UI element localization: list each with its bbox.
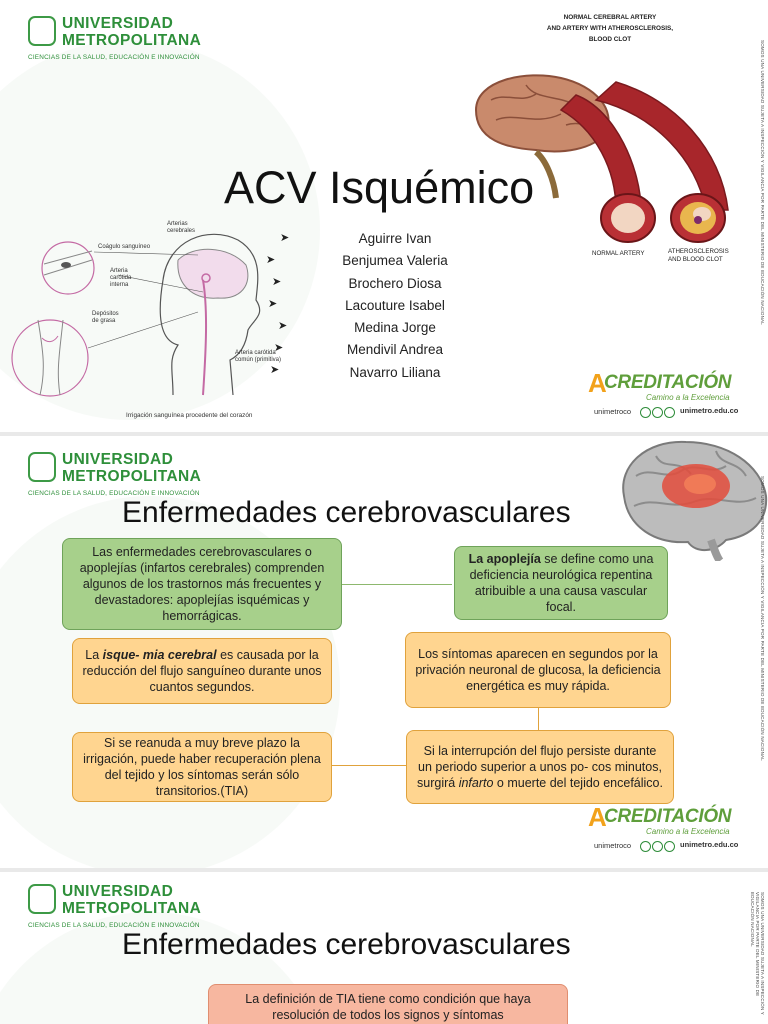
- bullet-icon: ➤: [268, 298, 278, 310]
- bullet-icon: ➤: [270, 364, 280, 376]
- author-item: Aguirre Ivan: [358, 231, 432, 246]
- box-reanuda: Si se reanuda a muy breve plazo la irrigación, puede haber recuperación plena del tejido y los síntomas serán sólo transitorios.(TIA): [72, 732, 332, 802]
- twitter-icon[interactable]: [640, 841, 651, 852]
- label-line: de grasa: [92, 318, 116, 324]
- author-item: Benjumea Valeria: [342, 253, 448, 269]
- label-line: Depósitos: [92, 311, 119, 317]
- accreditation-word: CREDITACIÓN: [604, 806, 732, 827]
- connector-line: [342, 584, 452, 585]
- label-line: interna: [110, 282, 129, 288]
- accreditation-logo: [588, 800, 758, 860]
- emblem-icon: [28, 16, 56, 46]
- emblem-icon: [28, 884, 56, 914]
- slide-3: [0, 872, 768, 1024]
- side-legal-text: SOMOS UNA UNIVERSIDAD SUJETA A INSPECCIÓN Y VIGILANCIA POR PARTE DEL MINISTERIO DE EDUCACIÓN NACIONAL: [760, 40, 765, 325]
- label-carotida: [110, 268, 131, 289]
- university-logo: [28, 16, 228, 76]
- box-apoplejia: [454, 546, 668, 620]
- author-item: Medina Jorge: [354, 320, 436, 336]
- bullet-icon: ➤: [278, 320, 288, 332]
- box-tia-definition: [208, 984, 568, 1024]
- box-text: Si la interrupción del flujo persiste durante un periodo superior a unos po- cos minutos, surgirá: [417, 744, 662, 790]
- label-line: común (primitiva): [235, 357, 282, 363]
- author-item: Lacouture Isabel: [345, 297, 445, 313]
- caption-line: NORMAL CEREBRAL ARTERY: [563, 14, 657, 21]
- box-text: se define como una deficiencia neurológica repentina atribuible a una causa vascular focal.: [469, 552, 654, 614]
- brand-handle: unimetroco: [594, 841, 632, 850]
- box-isquemia: [72, 638, 332, 704]
- box-italic-text: infarto: [458, 776, 494, 790]
- connector-line: [332, 765, 406, 766]
- label-line: Arteria carótida: [235, 350, 276, 356]
- bullet-icon: ➤: [274, 342, 284, 354]
- normal-lumen: [611, 203, 645, 233]
- facebook-icon[interactable]: [664, 407, 675, 418]
- box-bold-text: isque- mia cerebral: [102, 648, 217, 662]
- bullet-icon: ➤: [266, 254, 276, 266]
- logo-line2: METROPOLITANA: [62, 900, 202, 917]
- caption-line: BLOOD CLOT: [588, 36, 632, 43]
- brand-handle: unimetroco: [594, 407, 632, 416]
- logo-line1: UNIVERSIDAD: [62, 883, 174, 900]
- label-line: carótida: [110, 275, 132, 281]
- head-diagram: [8, 220, 308, 400]
- box-definition: Las enfermedades cerebrovasculares o apoplejías (infartos cerebrales) comprenden algunos de los trastornos más frecuentes y devastadores: apoplejías isquémicas y hemorrágicas.: [62, 538, 342, 630]
- logo-line2: METROPOLITANA: [62, 32, 202, 49]
- website-link[interactable]: unimetro.edu.co: [680, 406, 739, 415]
- label-arterias: [167, 221, 195, 235]
- logo-line1: UNIVERSIDAD: [62, 15, 174, 32]
- accreditation-mark: A: [588, 368, 607, 398]
- normal-artery-label: NORMAL ARTERY: [592, 250, 645, 257]
- bullet-icon: ➤: [272, 276, 282, 288]
- label-line: Arterias: [167, 221, 188, 227]
- facebook-icon[interactable]: [664, 841, 675, 852]
- connector-line: [538, 708, 539, 731]
- athero-label: [668, 248, 729, 264]
- accreditation-logo: [588, 366, 758, 426]
- brain-image: [616, 436, 768, 561]
- instagram-icon[interactable]: [652, 841, 663, 852]
- slide-2: [0, 436, 768, 868]
- logo-tagline: CIENCIAS DE LA SALUD, EDUCACIÓN E INNOVACIÓN: [28, 490, 200, 497]
- artery-caption: [520, 12, 700, 45]
- social-icons: [640, 839, 676, 857]
- box-text-line: La definición de TIA tiene como condición que haya: [245, 992, 531, 1006]
- logo-tagline: CIENCIAS DE LA SALUD, EDUCACIÓN E INNOVACIÓN: [28, 922, 200, 929]
- accreditation-subtitle: Camino a la Excelencia: [646, 827, 730, 836]
- logo-line2: METROPOLITANA: [62, 468, 202, 485]
- label-line: Arteria: [110, 268, 128, 274]
- social-icons: [640, 405, 676, 423]
- author-item: Brochero Diosa: [348, 275, 442, 291]
- author-list: [330, 228, 460, 384]
- box-text: es causada por la reducción del flujo sanguíneo durante unos cuantos segundos.: [82, 648, 322, 694]
- author-item: Navarro Liliana: [349, 364, 441, 380]
- box-text: o muerte del tejido encefálico.: [493, 776, 663, 790]
- accreditation-subtitle: Camino a la Excelencia: [646, 393, 730, 402]
- twitter-icon[interactable]: [640, 407, 651, 418]
- box-text: La: [85, 648, 103, 662]
- caption-line: AND ARTERY WITH ATHEROSCLEROSIS,: [546, 25, 674, 32]
- instagram-icon[interactable]: [652, 407, 663, 418]
- logo-line1: UNIVERSIDAD: [62, 451, 174, 468]
- label-line: cerebrales: [167, 228, 196, 234]
- box-interrupcion: [406, 730, 674, 804]
- side-legal-text: SOMOS UNA UNIVERSIDAD SUJETA A INSPECCIÓN Y VIGILANCIA POR PARTE DEL MINISTERIO DE EDUCACIÓN NACIONAL: [760, 476, 765, 761]
- accreditation-mark: A: [588, 802, 607, 832]
- bullet-icon: ➤: [280, 232, 290, 244]
- slide-1: [0, 0, 768, 432]
- website-link[interactable]: unimetro.edu.co: [680, 840, 739, 849]
- accreditation-word: CREDITACIÓN: [604, 372, 732, 393]
- slide-title: ACV Isquémico: [224, 162, 535, 213]
- logo-tagline: CIENCIAS DE LA SALUD, EDUCACIÓN E INNOVACIÓN: [28, 54, 200, 61]
- box-text-line: resolución de todos los signos y síntomas: [272, 1008, 504, 1022]
- athero-label-line: ATHEROSCLEROSIS: [668, 248, 729, 255]
- box-sintomas: Los síntomas aparecen en segundos por la privación neuronal de glucosa, la deficiencia energética es muy rápida.: [405, 632, 671, 708]
- zoom-circle-deposits: [12, 320, 88, 396]
- emblem-icon: [28, 452, 56, 482]
- athero-label-line: AND BLOOD CLOT: [668, 256, 723, 263]
- slide-title: Enfermedades cerebrovasculares: [122, 928, 571, 961]
- label-depositos: [92, 311, 119, 325]
- slide-title: Enfermedades cerebrovasculares: [122, 496, 571, 529]
- side-legal-text: SOMOS UNA UNIVERSIDAD SUJETA A INSPECCIÓN Y VIGILANCIA POR PARTE DEL MINISTERIO DE EDUCACIÓN NACIONAL: [750, 892, 765, 1015]
- label-irrigacion: Irrigación sanguínea procedente del corazón: [126, 412, 253, 419]
- author-item: Mendivil Andrea: [346, 342, 444, 358]
- label-coagulo: Coágulo sanguíneo: [98, 244, 151, 250]
- box-bold-text: La apoplejía: [468, 552, 541, 566]
